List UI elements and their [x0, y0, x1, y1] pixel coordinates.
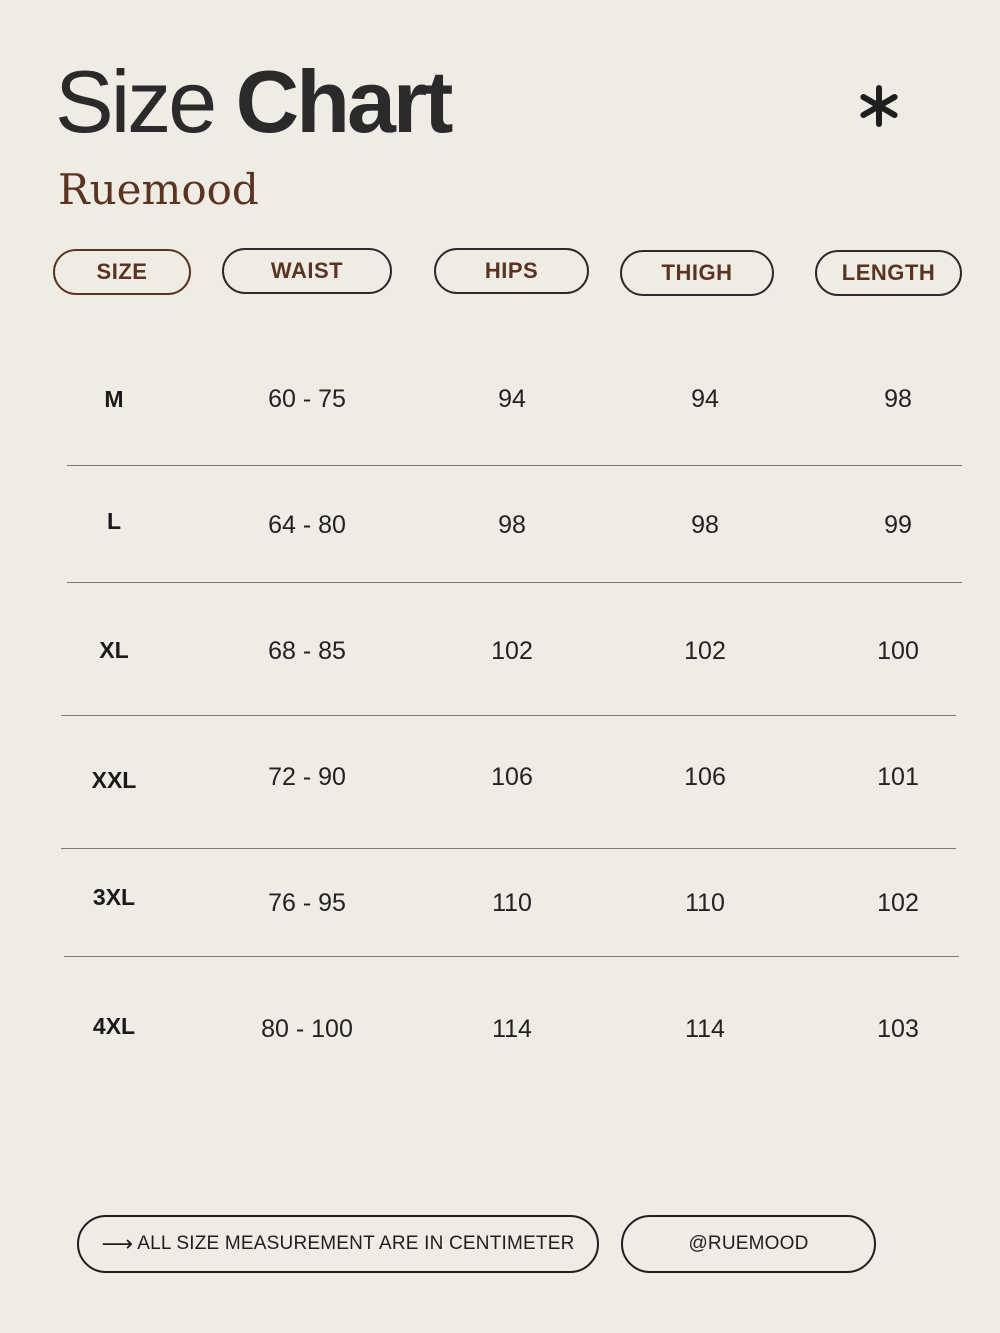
- table-cell-length: 101: [877, 763, 919, 791]
- table-cell-waist: 64 - 80: [268, 511, 346, 539]
- row-divider: [67, 582, 962, 583]
- table-cell-thigh: 114: [685, 1015, 725, 1043]
- table-cell-thigh: 102: [684, 637, 726, 665]
- table-cell-length: 99: [884, 511, 912, 539]
- brand-name: Ruemood: [58, 165, 259, 214]
- table-cell-size: L: [106, 508, 122, 534]
- table-cell-thigh: 94: [691, 385, 719, 413]
- title-bold: Chart: [235, 52, 451, 151]
- table-cell-waist: 60 - 75: [268, 385, 346, 413]
- table-cell-hips: 110: [492, 889, 532, 917]
- table-cell-length: 103: [877, 1015, 919, 1043]
- table-cell-length: 102: [877, 889, 919, 917]
- table-cell-hips: 94: [498, 385, 526, 413]
- header-length: LENGTH: [815, 250, 962, 296]
- table-cell-length: 98: [884, 385, 912, 413]
- table-cell-size: 4XL: [92, 1013, 136, 1039]
- page-title: [55, 52, 450, 152]
- row-divider: [67, 465, 962, 466]
- arrow-right-icon: ⟶: [101, 1231, 134, 1256]
- social-handle: @RUEMOOD: [621, 1215, 876, 1273]
- header-hips: HIPS: [434, 248, 589, 294]
- table-cell-size: XL: [99, 637, 129, 663]
- table-cell-thigh: 110: [685, 889, 725, 917]
- table-cell-hips: 106: [491, 763, 533, 791]
- table-cell-length: 100: [877, 637, 919, 665]
- row-divider: [61, 848, 956, 849]
- table-cell-thigh: 106: [684, 763, 726, 791]
- measurement-note-text: ALL SIZE MEASUREMENT ARE IN CENTIMETER: [137, 1233, 575, 1254]
- table-cell-size: 3XL: [92, 884, 136, 910]
- measurement-note: [77, 1215, 599, 1273]
- table-cell-hips: 114: [492, 1015, 532, 1043]
- table-cell-waist: 72 - 90: [268, 763, 346, 791]
- table-cell-waist: 68 - 85: [268, 637, 346, 665]
- header-waist: WAIST: [222, 248, 392, 294]
- title-light: Size: [55, 52, 236, 151]
- table-cell-hips: 102: [491, 637, 533, 665]
- asterisk-icon: [855, 82, 903, 130]
- table-cell-waist: 80 - 100: [261, 1015, 353, 1043]
- row-divider: [61, 715, 956, 716]
- table-cell-hips: 98: [498, 511, 526, 539]
- table-cell-size: XXL: [91, 767, 137, 793]
- table-cell-thigh: 98: [691, 511, 719, 539]
- row-divider: [64, 956, 959, 957]
- header-size: SIZE: [53, 249, 191, 295]
- table-cell-size: M: [104, 386, 124, 412]
- table-cell-waist: 76 - 95: [268, 889, 346, 917]
- header-thigh: THIGH: [620, 250, 774, 296]
